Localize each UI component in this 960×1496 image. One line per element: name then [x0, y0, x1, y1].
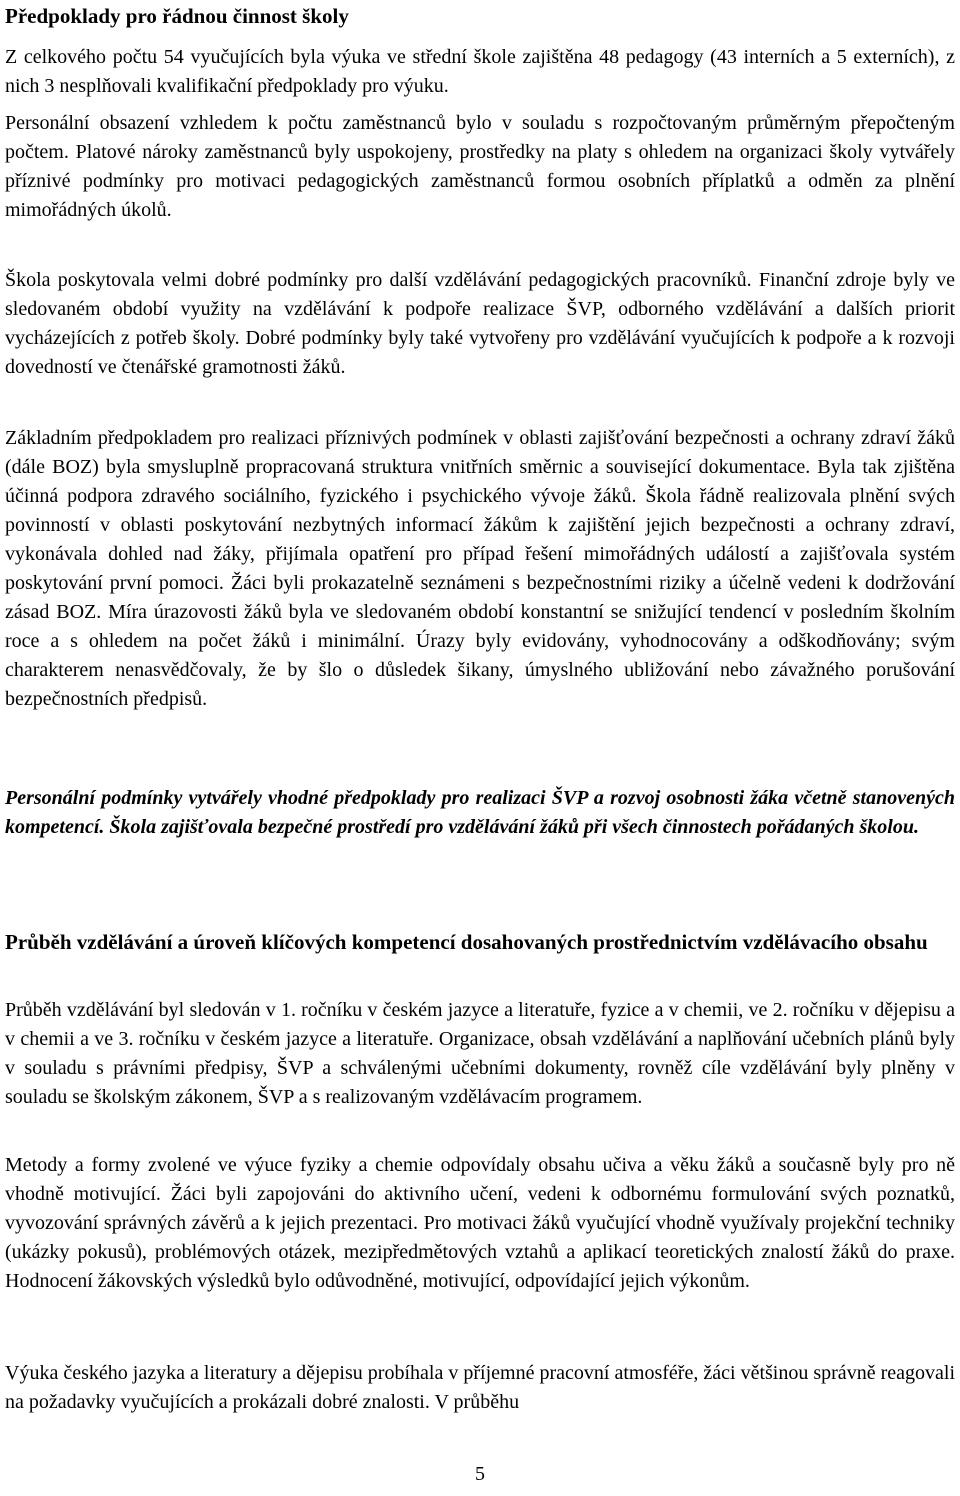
page-number: 5: [475, 1463, 485, 1485]
section-heading-education-process: Průběh vzdělávání a úroveň klíčových kompetencí dosahovaných prostřednictvím vzdělávacího obsahu: [5, 930, 928, 954]
paragraph-safety: Základním předpokladem pro realizaci příznivých podmínek v oblasti zajišťování bezpečnosti a ochrany zdraví žáků (dále BOZ) byla smysluplně propracovaná struktura vnitřních směrnic a související dokumentace. Byla tak zjištěna účinná podpora zdravého sociálního, fyzického i psychického vývoje žáků. Škola řádně realizovala plnění svých povinností v oblasti poskytování nezbytných informací žákům k zajištění jejich bezpečnosti a ochrany zdraví, vykonávala dohled nad žáky, přijímala opatření pro případ řešení mimořádných událostí a zajišťovala systém poskytování první pomoci. Žáci byli prokazatelně seznámeni s bezpečnostními riziky a účelně vedeni k dodržování zásad BOZ. Míra úrazovosti žáků byla ve sledovaném období konstantní se snižující tendencí v posledním školním roce a s ohledem na počet žáků i minimální. Úrazy byly evidovány, vyhodnocovány a odškodňovány; svým charakterem nenasvědčovaly, že by šlo o důsledek šikany, úmyslného ubližování nebo závažného porušování bezpečnostních předpisů.: [5, 427, 955, 710]
paragraph-staff-count: Z celkového počtu 54 vyučujících byla výuka ve střední škole zajištěna 48 pedagogy (43 interních a 5 externích), z nich 3 nesplňovali kvalifikační předpoklady pro výuku.: [5, 46, 955, 97]
conclusion-text: Personální podmínky vytvářely vhodné předpoklady pro realizaci ŠVP a rozvoj osobnosti žáka včetně stanovených kompetencí. Škola zajišťovala bezpečné prostředí pro vzdělávání žáků při všech činnostech pořádaných školou.: [5, 787, 955, 838]
paragraph-methods: Metody a formy zvolené ve výuce fyziky a chemie odpovídaly obsahu učiva a věku žáků a současně byly pro ně vhodně motivující. Žáci byli zapojováni do aktivního učení, vedeni k odbornému formulování svých poznatků, vyvozování správných závěrů a k jejich prezentaci. Pro motivaci žáků vyučující vhodně využívaly projekční techniky (ukázky pokusů), problémových otázek, mezipředmětových vztahů a aplikací teoretických znalostí žáků do praxe. Hodnocení žákovských výsledků bylo odůvodněné, motivující, odpovídající jejich výkonům.: [5, 1154, 955, 1292]
section-heading-prerequisites: Předpoklady pro řádnou činnost školy: [5, 4, 349, 28]
paragraph-czech-history: Výuka českého jazyka a literatury a dějepisu probíhala v příjemné pracovní atmosféře, žáci většinou správně reagovali na požadavky vyučujících a prokázali dobré znalosti. V průběhu: [5, 1362, 955, 1413]
paragraph-personnel: Personální obsazení vzhledem k počtu zaměstnanců bylo v souladu s rozpočtovaným průměrným přepočteným počtem. Platové nároky zaměstnanců byly uspokojeny, prostředky na platy s ohledem na organizaci školy vytvářely příznivé podmínky pro motivaci pedagogických zaměstnanců formou osobních příplatků a odměn za plnění mimořádných úkolů.: [5, 112, 955, 221]
paragraph-observed-lessons: Průběh vzdělávání byl sledován v 1. ročníku v českém jazyce a literatuře, fyzice a v chemii, ve 2. ročníku v dějepisu a v chemii a ve 3. ročníku v českém jazyce a literatuře. Organizace, obsah vzdělávání a naplňování učebních plánů byly v souladu s právními předpisy, ŠVP a schválenými učebními dokumenty, rovněž cíle vzdělávání byly plněny v souladu se školským zákonem, ŠVP a s realizovaným vzdělávacím programem.: [5, 999, 955, 1108]
paragraph-further-education: Škola poskytovala velmi dobré podmínky pro další vzdělávání pedagogických pracovníků. Finanční zdroje byly ve sledovaném období využity na vzdělávání k podpoře realizace ŠVP, odborného vzdělávání a dalších priorit vycházejících z potřeb školy. Dobré podmínky byly také vytvořeny pro vzdělávání vyučujících k podpoře a k rozvoji dovedností ve čtenářské gramotnosti žáků.: [5, 269, 955, 378]
